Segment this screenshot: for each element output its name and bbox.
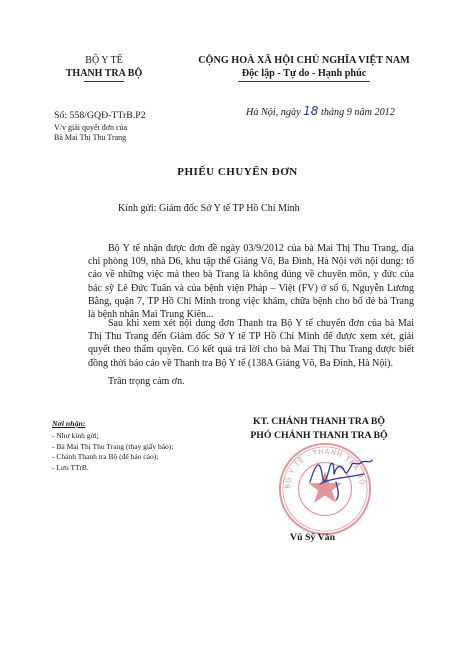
document-subject	[54, 123, 127, 142]
body-paragraph-2: Sau khi xem xét nội dung đơn Thanh tra Bộ Y tế chuyển đơn của bà Mai Thị Thu Trang đến Giám đốc Sở Y tế TP Hồ Chí Minh để được xem xét, giải quyết theo thẩm quyền. Có kết quả trả lời cho bà Mai Thị Thu Trang được biết đồng thời báo cáo về Thanh tra Bộ Y tế (138A Giảng Võ, Ba Đình, Hà Nội).	[88, 318, 414, 369]
country-name: CỘNG HOÀ XÃ HỘI CHỦ NGHĨA VIỆT NAM	[198, 55, 410, 66]
recipient-item: - Bà Mai Thị Thu Trang (thay giấy báo);	[52, 441, 174, 451]
subject-line-2: Bà Mai Thị Thu Trang	[54, 132, 127, 142]
ministry-name: BỘ Y TẾ	[85, 55, 123, 66]
signature-line-1: KT. CHÁNH THANH TRA BỘ	[252, 416, 385, 427]
agency-underline	[84, 81, 124, 82]
signature-title	[246, 415, 392, 443]
national-motto: Độc lập - Tự do - Hạnh phúc	[241, 68, 367, 79]
seal-text: BỘ Y TẾ · THANH TRA BỘ	[283, 447, 367, 490]
handwritten-signature-icon	[306, 452, 376, 502]
subject-line-1: V/v giải quyết đơn của	[54, 123, 128, 132]
document-number: Số: 558/GQĐ-TTrB.P2	[54, 110, 146, 121]
recipients-list	[52, 431, 173, 473]
signer-name: Vũ Sỹ Vân	[290, 532, 336, 543]
recipient-item: - Chánh Thanh tra Bộ (để báo cáo);	[52, 452, 159, 461]
recipient-item: - Lưu TTrB.	[52, 462, 89, 472]
date-suffix: tháng 9 năm 2012	[321, 107, 395, 118]
national-header	[186, 54, 422, 82]
signature-line-2: PHÓ CHÁNH THANH TRA BỘ	[250, 430, 388, 441]
document-date	[246, 104, 395, 118]
closing-line: Trân trọng cảm ơn.	[108, 376, 185, 387]
recipient-line: Kính gửi: Giám đốc Sở Y tế TP Hồ Chí Minh	[118, 203, 300, 214]
department-name: THANH TRA BỘ	[65, 68, 143, 79]
motto-underline	[238, 81, 370, 82]
date-prefix: Hà Nội, ngày	[246, 107, 301, 118]
document-title: PHIẾU CHUYỂN ĐƠN	[177, 166, 298, 178]
issuing-agency	[40, 54, 168, 82]
date-day-handwritten: 18	[303, 104, 319, 118]
body-paragraph-1: Bộ Y tế nhận được đơn đề ngày 03/9/2012 của bà Mai Thị Thu Trang, địa chỉ phòng 109, nhà D6, khu tập thể Giảng Võ, Ba Đình, Hà Nội với nội dung: tố cáo về những việc mà theo bà Trang là không đúng về chuyên môn, y đức của bác sỹ Lê Đức Tuấn và của bệnh viện Pháp – Việt (FV) ở số 6, Nguyễn Lương Bằng, quận 7, TP Hồ Chí Minh trong việc khám, chữa bệnh cho bố đẻ bà Trang là bệnh nhân Mai Trung Kiên...	[88, 243, 414, 321]
recipients-title: Nơi nhận:	[52, 419, 86, 428]
recipient-item: - Như kính gửi;	[52, 431, 99, 440]
